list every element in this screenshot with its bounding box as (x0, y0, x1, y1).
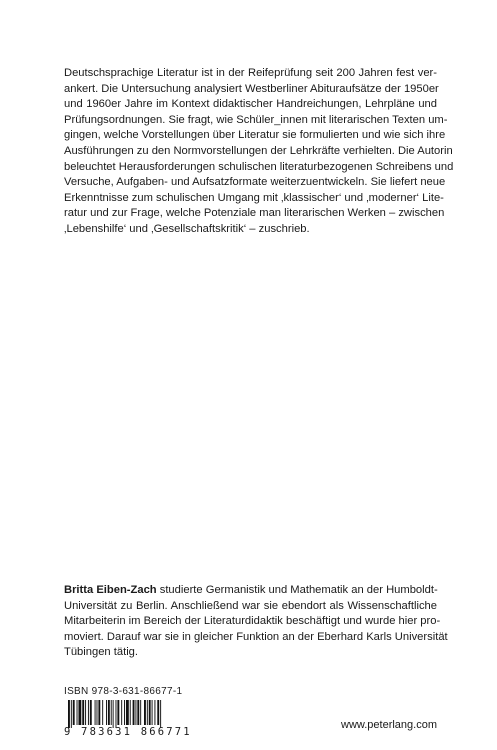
barcode-bar (149, 700, 151, 725)
author-bio-first-line: studierte Germanistik und Mathematik an der Humboldt- (156, 584, 438, 596)
blurb-line: Erkenntnisse zum schulischen Umgang mit ‚klassischer‘ und ‚moderner‘ Lite- (64, 191, 444, 204)
blurb-line: gingen, welche Vorstellungen über Literatur sie formulierten und wie sich ihre (64, 129, 446, 142)
barcode-bar (130, 700, 131, 725)
author-bio-line (64, 583, 437, 599)
barcode-bar (88, 700, 89, 725)
blurb-line: Versuche, Aufgaben- und Aufsatzformate weiterzuentwickeln. Sie liefert neue (64, 176, 446, 189)
barcode-bar (108, 700, 110, 725)
barcode-bar (90, 700, 92, 725)
back-cover-blurb (64, 66, 454, 238)
barcode-bar (147, 700, 148, 725)
author-bio-line: Mitarbeiterin im Bereich der Literaturdidaktik beschäftigt und wurde hier pro- (64, 615, 441, 628)
barcode-bar (71, 700, 72, 728)
barcode-bar (157, 700, 159, 725)
isbn-label: ISBN 978-3-631-86677-1 (64, 686, 183, 697)
author-name: Britta Eiben-Zach (64, 584, 157, 596)
author-bio (64, 583, 448, 661)
barcode-bar (154, 700, 155, 725)
barcode-bar (68, 700, 70, 728)
barcode-bar (116, 700, 117, 728)
barcode-bar (121, 700, 122, 725)
barcode-bar (106, 700, 107, 725)
author-bio-line: Universität zu Berlin. Anschließend war sie ebendort als Wissenschaftliche (64, 599, 437, 612)
blurb-line: und 1960er Jahre im Kontext didaktischer Handreichungen, Lehrpläne und (64, 98, 437, 111)
blurb-line: beleuchtet Herausforderungen schulischen literaturbezogenen Schreibens und (64, 160, 454, 173)
blurb-line: ratur und zur Frage, welche Potenziale man literarischen Werken – zwischen (64, 207, 445, 220)
barcode-bar (95, 700, 96, 725)
barcode-bar (102, 700, 103, 725)
barcode-bar (77, 700, 78, 725)
barcode-graphic (64, 700, 198, 728)
barcode-bar (85, 700, 86, 725)
blurb-line: Prüfungsordnungen. Sie fragt, wie Schüler_innen mit literarischen Texten um- (64, 113, 448, 126)
barcode-bar (144, 700, 146, 725)
barcode-bar (73, 700, 75, 725)
barcode-digits: 9 783631 866771 (64, 726, 192, 738)
barcode-bar (140, 700, 141, 725)
blurb-line: ‚Lebenshilfe‘ und ‚Gesellschaftskritik‘ – zuschrieb. (64, 222, 310, 235)
author-bio-line: Tübingen tätig. (64, 646, 139, 659)
barcode-bar (117, 700, 119, 725)
blurb-line: ankert. Die Untersuchung analysiert Westberliner Abituraufsätze der 1950er (64, 82, 439, 95)
barcode-bar (113, 700, 114, 728)
barcode-bar (126, 700, 129, 725)
isbn-barcode-block (64, 686, 204, 738)
blurb-line: Ausführungen zu den Normvorstellungen der Lehrkräfte verhielten. Die Autorin (64, 144, 453, 157)
barcode-bar (98, 700, 100, 725)
blurb-line: Deutschsprachige Literatur ist in der Reifeprüfung seit 200 Jahren fest ver- (64, 67, 437, 79)
barcode-bar (152, 700, 153, 725)
barcode-bar (135, 700, 136, 725)
barcode-bar (97, 700, 98, 725)
barcode-bar (78, 700, 81, 725)
barcode-bar (82, 700, 84, 725)
publisher-url: www.peterlang.com (341, 719, 437, 731)
barcode-bar (124, 700, 125, 725)
barcode-bar (111, 700, 112, 725)
barcode-bar (133, 700, 135, 725)
author-bio-line: moviert. Darauf war sie in gleicher Funktion an der Eberhard Karls Universität (64, 630, 448, 643)
barcode-bar (137, 700, 139, 725)
barcode-bar (160, 700, 161, 728)
